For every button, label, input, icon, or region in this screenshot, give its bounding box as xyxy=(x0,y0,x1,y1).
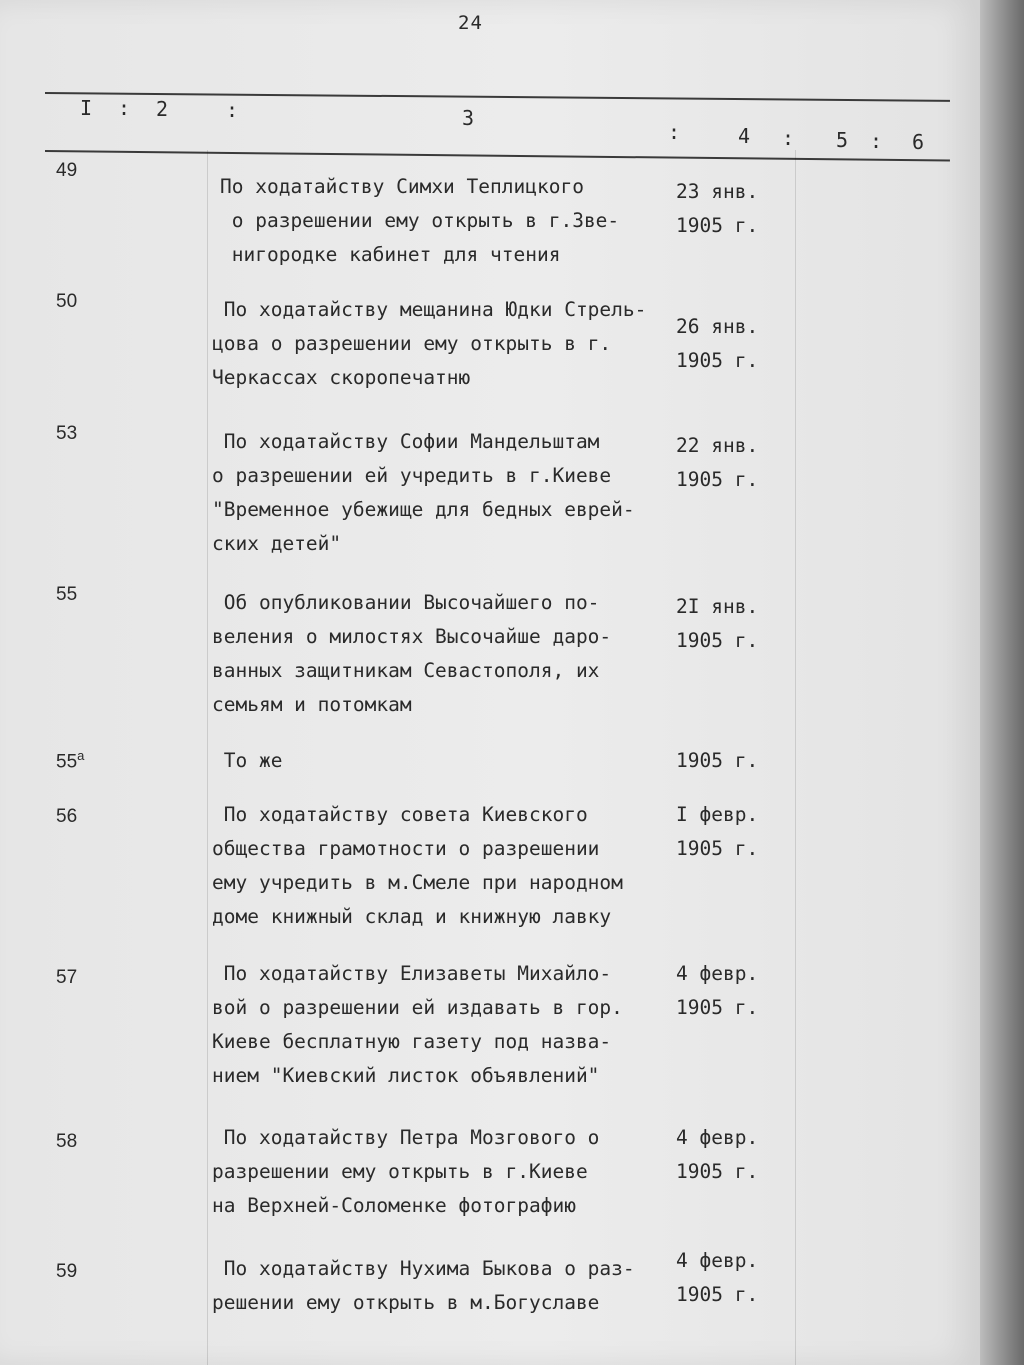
row-description: По ходатайству Софии Мандельштам о разрешении ей учредить в г.Киеве "Временное убежище для бедных еврей- ских детей" xyxy=(212,430,635,555)
header-sep: : xyxy=(870,129,883,153)
header-sep: : xyxy=(782,126,795,150)
row-date: I февр. 1905 г. xyxy=(676,803,759,860)
row-description: По ходатайству Елизаветы Михайло- вой о разрешении ей издавать в гор. Киеве бесплатную газету под назва- нием "Киевский листок объявлений" xyxy=(212,962,623,1087)
row-number: 53 xyxy=(56,423,78,444)
header-col-5: 5 xyxy=(836,128,849,152)
row-description: По ходатайству Нухима Быкова о раз- решении ему открыть в м.Богуславе xyxy=(212,1257,635,1314)
header-col-4: 4 xyxy=(738,124,751,148)
row-description: По ходатайству мещанина Юдки Стрель- цова о разрешении ему открыть в г. Черкассах скоропечатню xyxy=(212,298,647,389)
row-date: 4 февр. 1905 г. xyxy=(676,1249,759,1306)
row-number xyxy=(56,748,84,773)
row-number-main: 55 xyxy=(56,751,78,773)
column-divider xyxy=(207,150,208,1365)
header-col-3: 3 xyxy=(462,106,475,130)
header-col-2: 2 xyxy=(156,97,169,121)
row-date: 1905 г. xyxy=(676,749,759,772)
header-bottom-rule xyxy=(45,150,950,161)
row-number: 59 xyxy=(56,1261,78,1282)
row-number: 58 xyxy=(56,1131,78,1152)
header-top-rule xyxy=(45,92,950,102)
header-sep: : xyxy=(226,98,239,122)
row-number-superscript: a xyxy=(77,748,85,763)
row-date: 2I янв. 1905 г. xyxy=(676,595,759,652)
row-date: 22 янв. 1905 г. xyxy=(676,434,759,491)
page-number: 24 xyxy=(458,12,483,34)
row-date: 4 февр. 1905 г. xyxy=(676,1126,759,1183)
row-number: 55 xyxy=(56,584,78,605)
row-description: По ходатайству Петра Мозгового о разрешении ему открыть в г.Киеве на Верхней-Соломенке фотографию xyxy=(212,1126,600,1217)
row-date: 4 февр. 1905 г. xyxy=(676,962,759,1019)
header-col-1: I xyxy=(80,96,93,120)
row-number: 57 xyxy=(56,967,78,988)
header-sep: : xyxy=(118,96,131,120)
page-edge-shadow xyxy=(980,0,1024,1365)
row-number: 49 xyxy=(56,160,78,181)
row-description: Об опубликовании Высочайшего по- веления о милостях Высочайше даро- ванных защитникам Севастополя, их семьям и потомкам xyxy=(212,591,612,716)
row-date: 26 янв. 1905 г. xyxy=(676,315,759,372)
row-description: По ходатайству совета Киевского общества грамотности о разрешении ему учредить в м.Смеле при народном доме книжный склад и книжную лавку xyxy=(212,803,623,928)
row-description: По ходатайству Симхи Теплицкого о разрешении ему открыть в г.Зве- нигородке кабинет для чтения xyxy=(220,175,620,266)
header-sep: : xyxy=(668,120,681,144)
header-col-6: 6 xyxy=(912,130,925,154)
row-number: 56 xyxy=(56,806,78,827)
row-date: 23 янв. 1905 г. xyxy=(676,180,759,237)
row-number: 50 xyxy=(56,291,78,312)
row-description: То же xyxy=(212,749,283,772)
